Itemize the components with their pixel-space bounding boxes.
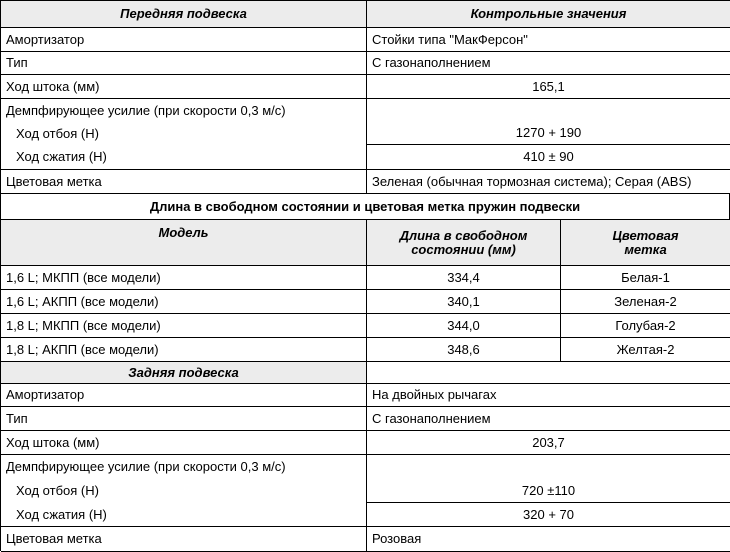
front-stroke-label: Ход штока (мм) bbox=[1, 75, 367, 99]
front-damping-label: Демпфирующее усилие (при скорости 0,3 м/с) bbox=[1, 99, 367, 122]
rear-color-label: Цветовая метка bbox=[1, 527, 367, 552]
springs-row-3-length: 344,0 bbox=[367, 314, 561, 338]
rear-header-right-empty bbox=[367, 362, 730, 384]
front-header-right: Контрольные значения bbox=[367, 1, 730, 28]
springs-row-4-model: 1,8 L; АКПП (все модели) bbox=[1, 338, 367, 362]
springs-row-2-length: 340,1 bbox=[367, 290, 561, 314]
rear-stroke-value: 203,7 bbox=[367, 431, 730, 455]
front-color-label: Цветовая метка bbox=[1, 170, 367, 194]
front-header-left: Передняя подвеска bbox=[1, 1, 367, 28]
front-shock-value: Стойки типа "МакФерсон" bbox=[367, 28, 730, 52]
front-rebound-label: Ход отбоя (Н) bbox=[1, 122, 367, 145]
front-compression-value: 410 ± 90 bbox=[367, 145, 730, 170]
front-rebound-value: 1270 + 190 bbox=[367, 99, 730, 145]
springs-row-3-model: 1,8 L; МКПП (все модели) bbox=[1, 314, 367, 338]
springs-row-1-color: Белая-1 bbox=[561, 266, 730, 290]
springs-row-3-color: Голубая-2 bbox=[561, 314, 730, 338]
front-type-label: Тип bbox=[1, 52, 367, 75]
rear-compression-label: Ход сжатия (Н) bbox=[1, 503, 367, 527]
front-type-value: С газонаполнением bbox=[367, 52, 730, 75]
rear-type-value: С газонаполнением bbox=[367, 407, 730, 431]
rear-rebound-label: Ход отбоя (Н) bbox=[1, 479, 367, 503]
rear-color-value: Розовая bbox=[367, 527, 730, 552]
rear-rebound-value: 720 ±110 bbox=[367, 455, 730, 503]
rear-damping-label: Демпфирующее усилие (при скорости 0,3 м/с) bbox=[1, 455, 367, 479]
front-shock-label: Амортизатор bbox=[1, 28, 367, 52]
rear-stroke-label: Ход штока (мм) bbox=[1, 431, 367, 455]
springs-row-4-length: 348,6 bbox=[367, 338, 561, 362]
rear-type-label: Тип bbox=[1, 407, 367, 431]
springs-row-1-model: 1,6 L; МКПП (все модели) bbox=[1, 266, 367, 290]
springs-col-model: Модель bbox=[1, 220, 367, 266]
rear-header-left: Задняя подвеска bbox=[1, 362, 367, 384]
rear-shock-label: Амортизатор bbox=[1, 384, 367, 407]
springs-row-2-model: 1,6 L; АКПП (все модели) bbox=[1, 290, 367, 314]
front-color-value: Зеленая (обычная тормозная система); Серая (ABS) bbox=[367, 170, 730, 194]
springs-title: Длина в свободном состоянии и цветовая метка пружин подвески bbox=[1, 194, 730, 220]
front-stroke-value: 165,1 bbox=[367, 75, 730, 99]
rear-compression-value: 320 + 70 bbox=[367, 503, 730, 527]
rear-shock-value: На двойных рычагах bbox=[367, 384, 730, 407]
springs-row-1-length: 334,4 bbox=[367, 266, 561, 290]
front-compression-label: Ход сжатия (Н) bbox=[1, 145, 367, 170]
springs-col-length: Длина в свободном состоянии (мм) bbox=[367, 220, 561, 266]
springs-col-color: Цветовая метка bbox=[561, 220, 730, 266]
springs-row-4-color: Желтая-2 bbox=[561, 338, 730, 362]
springs-row-2-color: Зеленая-2 bbox=[561, 290, 730, 314]
